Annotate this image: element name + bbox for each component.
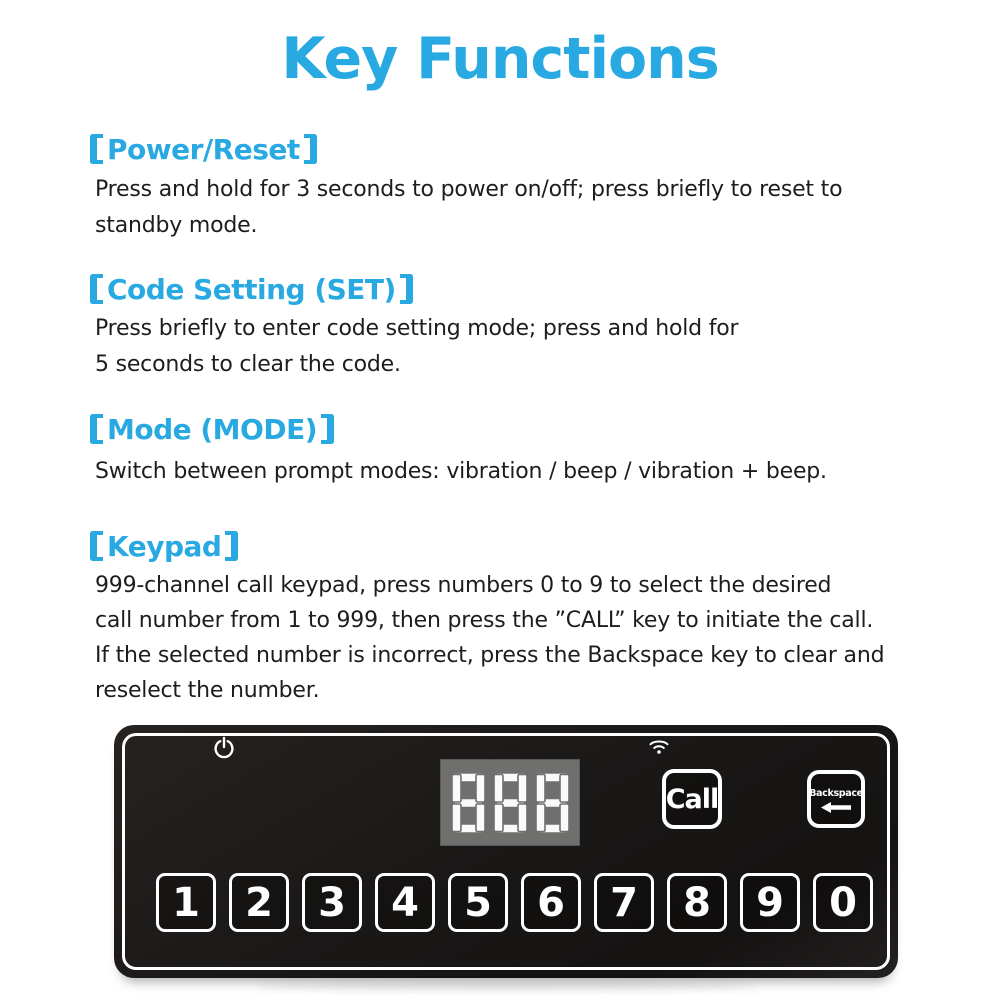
segment-digits-888 <box>452 773 569 833</box>
bracket-close-icon <box>321 414 334 444</box>
bracket-close-icon <box>225 531 238 561</box>
number-key-row <box>156 873 873 932</box>
heading-text: Power/Reset <box>107 132 300 166</box>
backspace-label: Backspace <box>809 787 863 799</box>
section-body-power-reset <box>95 172 842 244</box>
body-line: Press briefly to enter code setting mode; press and hold for <box>95 316 739 341</box>
power-icon <box>212 736 236 760</box>
number-key-0: 0 <box>813 873 873 932</box>
heading-text: Mode (MODE) <box>107 412 318 446</box>
body-line: call number from 1 to 999, then press the ”CALL” key to initiate the call. <box>95 608 874 633</box>
body-line: reselect the number. <box>95 678 320 703</box>
section-body-keypad <box>95 568 884 708</box>
section-heading-mode <box>90 413 334 445</box>
bracket-open-icon <box>90 134 103 164</box>
wifi-icon <box>649 738 669 755</box>
body-line: 5 seconds to clear the code. <box>95 352 401 377</box>
number-key-2: 2 <box>229 873 289 932</box>
body-line: 999-channel call keypad, press numbers 0 to 9 to select the desired <box>95 573 832 598</box>
backspace-button <box>807 770 865 828</box>
number-key-3: 3 <box>302 873 362 932</box>
bracket-open-icon <box>90 414 103 444</box>
calling-keypad-device-image <box>114 725 898 978</box>
body-line: If the selected number is incorrect, press the Backspace key to clear and <box>95 643 885 668</box>
call-button: Call <box>662 769 722 829</box>
heading-text: Keypad <box>107 529 222 563</box>
section-body-code-setting <box>95 311 738 383</box>
left-arrow-icon <box>821 802 851 813</box>
number-key-6: 6 <box>521 873 581 932</box>
page-title: Key Functions <box>281 26 719 92</box>
number-key-7: 7 <box>594 873 654 932</box>
number-key-4: 4 <box>375 873 435 932</box>
seven-segment-display <box>440 759 580 846</box>
number-key-1: 1 <box>156 873 216 932</box>
body-line: Press and hold for 3 seconds to power on/off; press briefly to reset to <box>95 177 843 202</box>
section-heading-code-setting <box>90 273 413 305</box>
number-key-5: 5 <box>448 873 508 932</box>
body-line: Switch between prompt modes: vibration / beep / vibration + beep. <box>95 459 827 484</box>
heading-text: Code Setting (SET) <box>107 272 396 306</box>
bracket-open-icon <box>90 274 103 304</box>
body-line: standby mode. <box>95 213 258 238</box>
bracket-close-icon <box>304 134 317 164</box>
section-heading-power-reset <box>90 133 317 165</box>
section-heading-keypad <box>90 530 238 562</box>
bracket-close-icon <box>400 274 413 304</box>
section-body-mode <box>95 454 827 490</box>
number-key-9: 9 <box>740 873 800 932</box>
number-key-8: 8 <box>667 873 727 932</box>
bracket-open-icon <box>90 531 103 561</box>
